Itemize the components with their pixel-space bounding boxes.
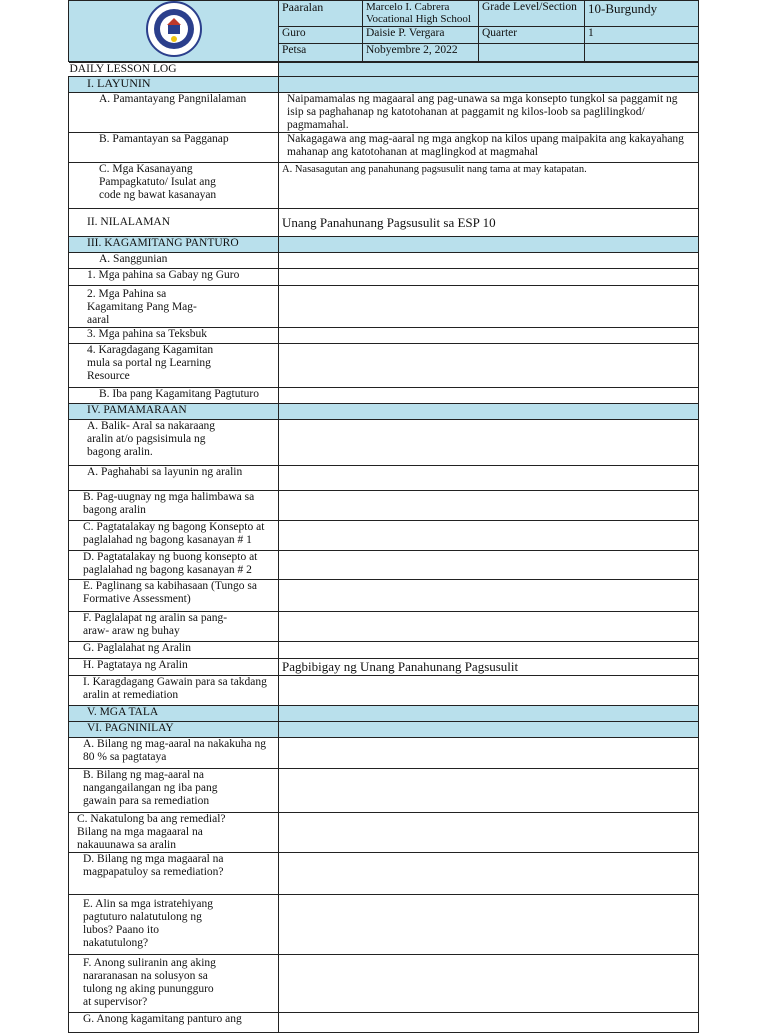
row-pamantayang-pangnilalaman: A. Pamantayang Pangnilalaman [69, 93, 279, 133]
lesson-log-page [68, 0, 698, 1033]
row-paglalahat: G. Paglalahat ng Aralin [69, 642, 279, 659]
deped-seal-icon [146, 1, 202, 57]
school-label: Paaralan [279, 1, 363, 27]
row-bagong-konsepto: C. Pagtatalakay ng bagong Konsepto at paglalahad ng bagong kasanayan # 1 [69, 521, 279, 551]
school-value: Marcelo I. Cabrera Vocational High School [363, 1, 479, 27]
empty-cell [279, 420, 699, 466]
doc-label: DAILY LESSON LOG [69, 63, 279, 77]
value-pamantayang-pangnilalaman: Naipamamalas ng magaaral ang pag-unawa sa mga konsepto tungkol sa paggamit ng isip sa paghahanap ng katotohanan at paggamit ng kilos-loob sa paglilingkod/ pagmamahal. [279, 93, 699, 133]
teacher-value: Daisie P. Vergara [363, 27, 479, 43]
empty-cell [279, 344, 699, 388]
row-pamantayan-sa-pagganap: B. Pamantayan sa Pagganap [69, 133, 279, 163]
empty-cell [279, 77, 699, 93]
empty-cell [279, 269, 699, 286]
lesson-table [68, 62, 699, 1033]
row-karagdagang-gawain: I. Karagdagang Gawain para sa takdang aralin at remediation [69, 676, 279, 706]
date-value: Nobyembre 2, 2022 [363, 43, 479, 61]
row-paglinang: E. Paglinang sa kabihasaan (Tungo sa Formative Assessment) [69, 580, 279, 612]
row-nilalaman: II. NILALAMAN [69, 209, 279, 237]
empty-cell [279, 388, 699, 404]
row-kasanayang-pampagkatuto: C. Mga Kasanayang Pampagkatuto/ Isulat ang code ng bawat kasanayan [69, 163, 279, 209]
value-nilalaman: Unang Panahunang Pagsusulit sa ESP 10 [279, 209, 699, 237]
value-kasanayang-pampagkatuto: A. Nasasagutan ang panahunang pagsusulit nang tama at may katapatan. [279, 163, 699, 209]
empty-cell [279, 612, 699, 642]
row-nangangailangan-remediation: B. Bilang ng mag-aaral na nangangailangan ng iba pang gawain para sa remediation [69, 769, 279, 813]
empty-cell [279, 521, 699, 551]
section-mga-tala: V. MGA TALA [69, 706, 279, 722]
quarter-label: Quarter [479, 27, 585, 43]
logo-cell [69, 1, 279, 62]
row-kagamitang-pang-mag-aaral: 2. Mga Pahina sa Kagamitang Pang Mag- aaral [69, 286, 279, 328]
row-buong-konsepto: D. Pagtatalakay ng buong konsepto at paglalahad ng bagong kasanayan # 2 [69, 551, 279, 580]
quarter-value: 1 [585, 27, 699, 43]
empty-cell [585, 43, 699, 61]
empty-cell [279, 404, 699, 420]
teacher-label: Guro [279, 27, 363, 43]
section-layunin: I. LAYUNIN [69, 77, 279, 93]
empty-cell [279, 955, 699, 1013]
row-kagamitang-panturo-ang: G. Anong kagamitang panturo ang [69, 1013, 279, 1033]
date-label: Petsa [279, 43, 363, 61]
empty-cell [279, 706, 699, 722]
empty-cell [479, 43, 585, 61]
empty-cell [279, 676, 699, 706]
section-pamamaraan: IV. PAMAMARAAN [69, 404, 279, 420]
value-pagtataya: Pagbibigay ng Unang Panahunang Pagsusulit [279, 659, 699, 676]
row-magpapatuloy-remediation: D. Bilang ng mga magaaral na magpapatuloy sa remediation? [69, 853, 279, 895]
row-gabay-ng-guro: 1. Mga pahina sa Gabay ng Guro [69, 269, 279, 286]
grade-value: 10-Burgundy [585, 1, 699, 27]
empty-cell [279, 286, 699, 328]
value-pamantayan-sa-pagganap: Nakagagawa ang mag-aaral ng mga angkop na kilos upang maipakita ang kakayahang mahanap ang katotohanan at maglingkod at magmahal [279, 133, 699, 163]
empty-cell [279, 551, 699, 580]
row-istratehiyang-pagtuturo: E. Alin sa mga istratehiyang pagtuturo nalatutulong ng lubos? Paano ito nakatutulong? [69, 895, 279, 955]
empty-cell [279, 769, 699, 813]
row-teksbuk: 3. Mga pahina sa Teksbuk [69, 328, 279, 344]
empty-cell [279, 1013, 699, 1033]
row-pag-uugnay: B. Pag-uugnay ng mga halimbawa sa bagong aralin [69, 491, 279, 521]
empty-cell [279, 491, 699, 521]
empty-cell [279, 328, 699, 344]
empty-cell [279, 642, 699, 659]
empty-cell [279, 63, 699, 77]
row-balik-aral: A. Balik- Aral sa nakaraang aralin at/o pagsisimula ng bagong aralin. [69, 420, 279, 466]
empty-cell [279, 722, 699, 738]
row-iba-pang-kagamitan: B. Iba pang Kagamitang Pagtuturo [69, 388, 279, 404]
row-nakatulong-remedial: C. Nakatulong ba ang remedial? Bilang na mga magaaral na nakauunawa sa aralin [69, 813, 279, 853]
empty-cell [279, 813, 699, 853]
grade-label: Grade Level/Section [479, 1, 585, 27]
row-sanggunian: A. Sanggunian [69, 253, 279, 269]
row-bilang-80-porsyento: A. Bilang ng mag-aaral na nakakuha ng 80 % sa pagtataya [69, 738, 279, 769]
empty-cell [279, 853, 699, 895]
empty-cell [279, 895, 699, 955]
empty-cell [279, 466, 699, 491]
section-kagamitang-panturo: III. KAGAMITANG PANTURO [69, 237, 279, 253]
empty-cell [279, 580, 699, 612]
row-pagtataya: H. Pagtataya ng Aralin [69, 659, 279, 676]
empty-cell [279, 738, 699, 769]
header-table [68, 0, 699, 62]
row-suliranin: F. Anong suliranin ang aking nararanasan na solusyon sa tulong ng aking punungguro at supervisor? [69, 955, 279, 1013]
empty-cell [279, 237, 699, 253]
section-pagninilay: VI. PAGNINILAY [69, 722, 279, 738]
row-paghahabi: A. Paghahabi sa layunin ng aralin [69, 466, 279, 491]
row-paglalapat: F. Paglalapat ng aralin sa pang- araw- araw ng buhay [69, 612, 279, 642]
empty-cell [279, 253, 699, 269]
row-learning-resource: 4. Karagdagang Kagamitan mula sa portal ng Learning Resource [69, 344, 279, 388]
